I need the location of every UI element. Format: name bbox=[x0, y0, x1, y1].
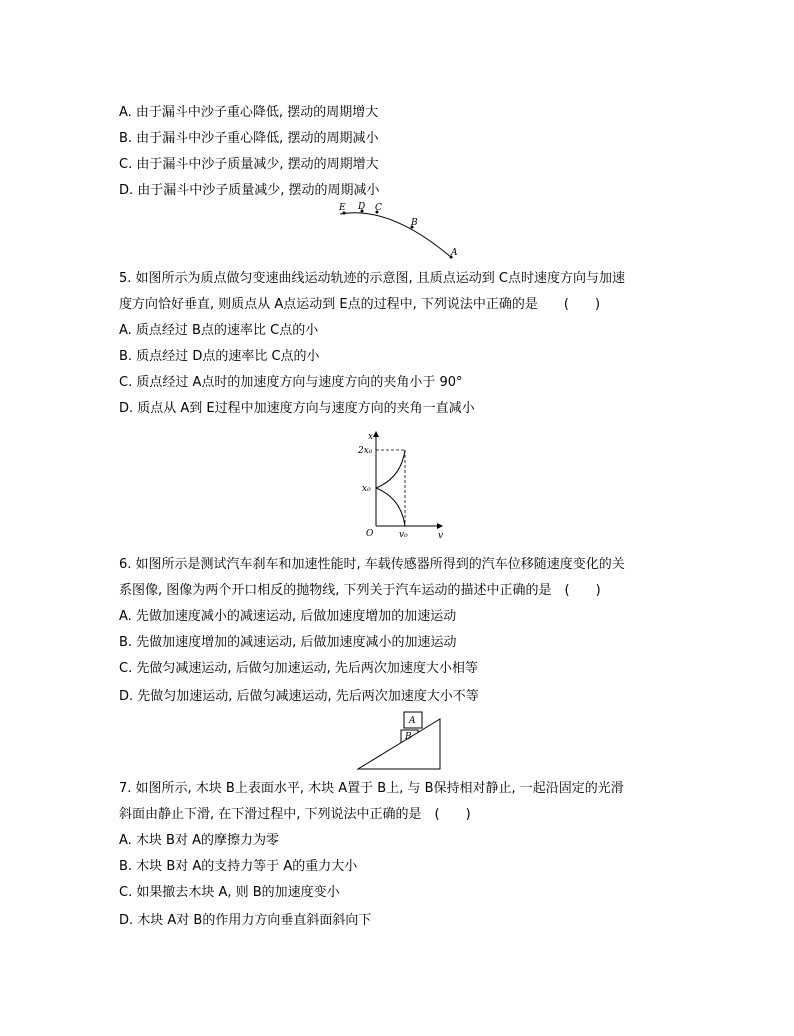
deceleration-parabola bbox=[376, 488, 405, 526]
q7-option-b: B. 木块 B对 A的支持力等于 A的重力大小 bbox=[119, 859, 358, 874]
q7-incline-figure bbox=[350, 706, 450, 772]
block-b-label: B bbox=[405, 732, 412, 742]
label-e: E bbox=[339, 203, 346, 213]
x-axis-label: v bbox=[438, 531, 444, 540]
q4-option-b: B. 由于漏斗中沙子重心降低, 摆动的周期减小 bbox=[119, 131, 379, 146]
q6-option-d: D. 先做匀加速运动, 后做匀减速运动, 先后两次加速度大小不等 bbox=[119, 689, 479, 704]
y-axis-label: x bbox=[368, 432, 374, 442]
q7-option-a: A. 木块 B对 A的摩擦力为零 bbox=[119, 833, 280, 848]
q7-stem-line2: 斜面由静止下滑, 在下滑过程中, 下列说法中正确的是 ( ) bbox=[119, 807, 471, 822]
label-c: C bbox=[375, 203, 382, 213]
trajectory-curve bbox=[340, 213, 452, 258]
label-b: B bbox=[411, 218, 418, 228]
q5-option-c: C. 质点经过 A点时的加速度方向与速度方向的夹角小于 90° bbox=[119, 375, 463, 390]
q6-stem-line1: 6. 如图所示是测试汽车刹车和加速性能时, 车载传感器所得到的汽车位移随速度变化的关 bbox=[119, 557, 625, 572]
q4-option-c: C. 由于漏斗中沙子质量减少, 摆动的周期增大 bbox=[119, 157, 379, 172]
q5-stem-line2: 度方向恰好垂直, 则质点从 A点运动到 E点的过程中, 下列说法中正确的是 ( ) bbox=[119, 297, 601, 312]
q7-stem-line1: 7. 如图所示, 木块 B上表面水平, 木块 A置于 B上, 与 B保持相对静止, 一起沿固定的光滑 bbox=[119, 781, 624, 796]
q5-trajectory-figure bbox=[330, 200, 470, 266]
q5-option-b: B. 质点经过 D点的速率比 C点的小 bbox=[119, 349, 320, 364]
block-a-label: A bbox=[409, 716, 416, 726]
q6-option-c: C. 先做匀减速运动, 后做匀加速运动, 先后两次加速度大小相等 bbox=[119, 661, 478, 676]
q5-option-a: A. 质点经过 B点的速率比 C点的小 bbox=[119, 323, 319, 338]
q7-option-c: C. 如果撤去木块 A, 则 B的加速度变小 bbox=[119, 885, 340, 900]
tick-v0: v₀ bbox=[399, 530, 408, 540]
tick-2x0: 2x₀ bbox=[358, 446, 373, 456]
q5-stem-line1: 5. 如图所示为质点做匀变速曲线运动轨迹的示意图, 且质点运动到 C点时速度方向与加速 bbox=[119, 271, 626, 286]
label-d: D bbox=[358, 202, 366, 212]
origin-label: O bbox=[366, 529, 374, 539]
q4-option-a: A. 由于漏斗中沙子重心降低, 摆动的周期增大 bbox=[119, 105, 379, 120]
q6-option-b: B. 先做加速度增加的减速运动, 后做加速度减小的加速运动 bbox=[119, 635, 457, 650]
incline-wedge bbox=[358, 719, 440, 769]
label-a: A bbox=[451, 248, 458, 258]
q4-option-d: D. 由于漏斗中沙子质量减少, 摆动的周期减小 bbox=[119, 183, 380, 198]
q7-option-d: D. 木块 A对 B的作用力方向垂直斜面斜向下 bbox=[119, 913, 372, 928]
q6-option-a: A. 先做加速度减小的减速运动, 后做加速度增加的加速运动 bbox=[119, 609, 457, 624]
q5-option-d: D. 质点从 A到 E过程中加速度方向与速度方向的夹角一直减小 bbox=[119, 401, 475, 416]
q6-stem-line2: 系图像, 图像为两个开口相反的抛物线, 下列关于汽车运动的描述中正确的是 ( ) bbox=[119, 583, 601, 598]
q6-xv-graph bbox=[358, 428, 448, 540]
acceleration-parabola bbox=[376, 450, 405, 488]
tick-x0: x₀ bbox=[362, 484, 371, 494]
